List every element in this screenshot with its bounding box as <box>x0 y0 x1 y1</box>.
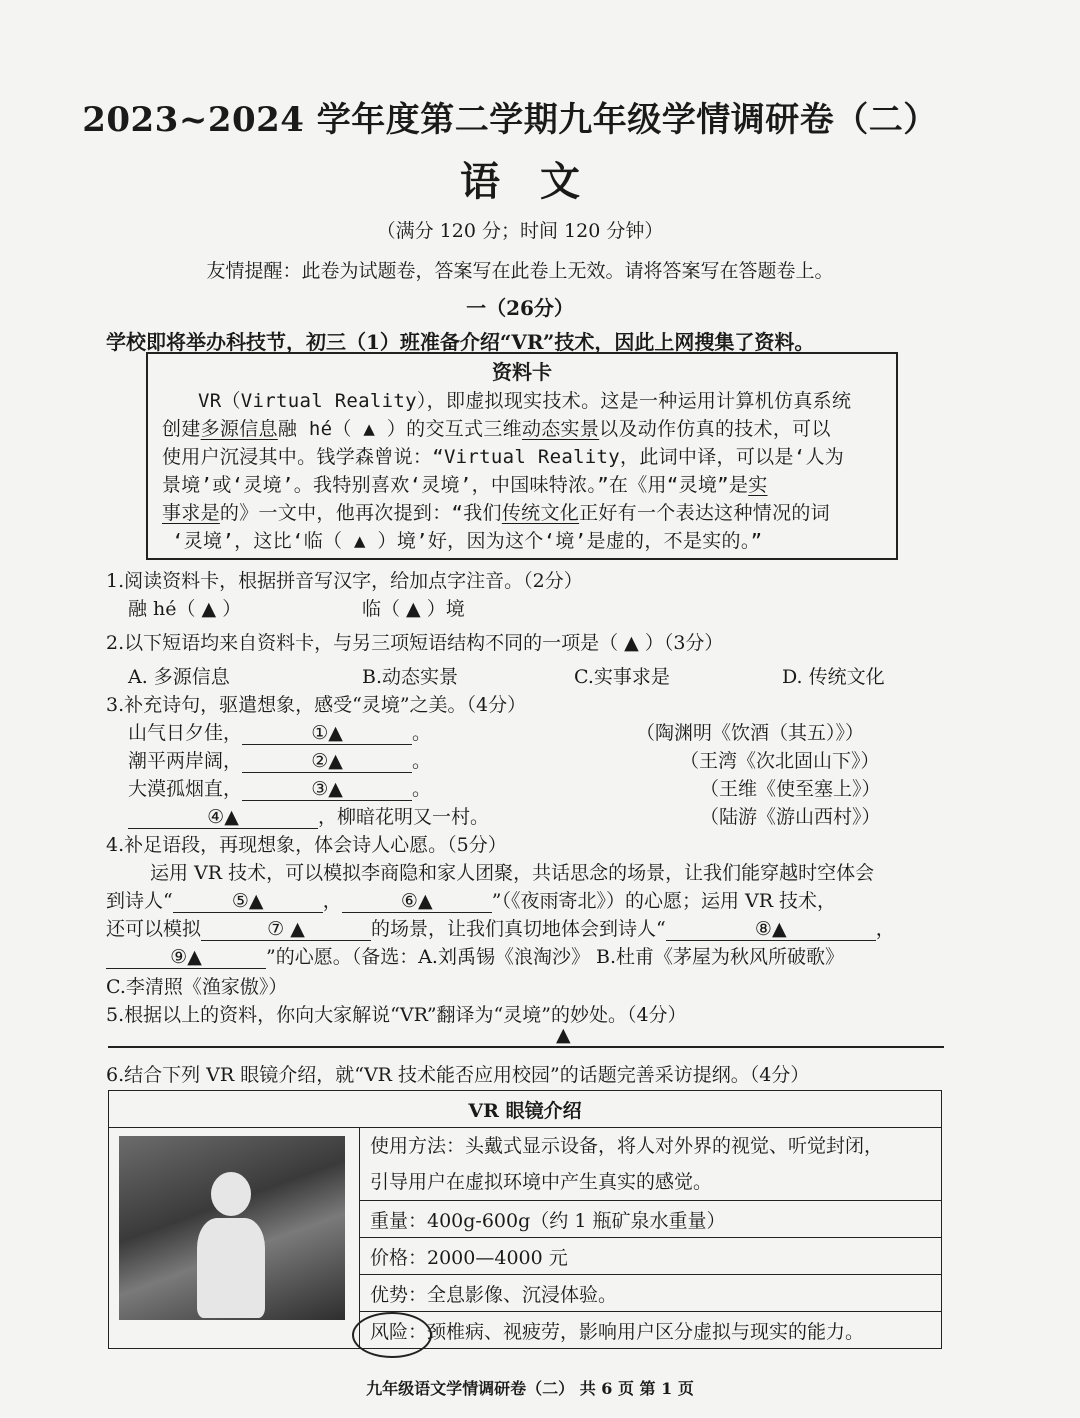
poem-source-2: （王湾《次北固山下》） <box>680 750 880 772</box>
section-intro: 学校即将举办科技节，初三（1）班准备介绍“VR”技术，因此上网搜集了资料。 <box>106 330 815 354</box>
person-head <box>211 1172 251 1216</box>
q4-para-line-3: 还可以模拟 ⑦ ▲ 的场景，让我们真切地体会到诗人“ ⑧▲ ， <box>106 918 895 940</box>
table-title: VR 眼镜介绍 <box>109 1091 942 1128</box>
option-c: C.实事求是 <box>574 666 670 688</box>
q4-para-line-2: 到诗人“ ⑤▲ ， ⑥▲ ”（《夜雨寄北》）的心愿；运用 VR 技术， <box>106 890 837 912</box>
card-line-4: 景境’或‘灵境’。我特别喜欢‘灵境’，中国味特浓。”在《用“灵境”是实 <box>162 474 768 496</box>
option-a: A. 多源信息 <box>128 666 230 688</box>
section-heading: 一（26分） <box>466 296 574 320</box>
q4-para-line-1: 运用 VR 技术，可以模拟李商隐和家人团聚，共话思念的场景，让我们能穿越时空体会 <box>150 862 875 884</box>
card-line-2: 创建多源信息融 hé（ ▲ ）的交互式三维动态实景以及动作仿真的技术，可以 <box>162 418 831 440</box>
poem-source-1: （陶渊明《饮酒（其五）》） <box>636 722 865 744</box>
option-b: B.动态实景 <box>362 666 459 688</box>
reminder: 友情提醒：此卷为试题卷，答案写在此卷上无效。请将答案写在答题卷上。 <box>206 260 834 282</box>
poem-line-4: ④▲ ，柳暗花明又一村。 <box>128 802 489 829</box>
page-footer: 九年级语文学情调研卷（二） 共 6 页 第 1 页 <box>366 1379 694 1398</box>
question-1-b: 临（ ▲ ）境 <box>362 598 465 620</box>
poem-line-3: 大漠孤烟直， ③▲ 。 <box>128 778 432 800</box>
option-d: D. 传统文化 <box>782 666 885 688</box>
card-line-1: VR（Virtual Reality），即虚拟现实技术。这是一种运用计算机仿真系统 <box>198 390 852 412</box>
question-3-stem: 3.补充诗句，驱遣想象，感受“灵境”之美。（4分） <box>106 694 527 716</box>
subject-title: 语文 <box>460 158 620 205</box>
question-4-stem: 4.补足语段，再现想象，体会诗人心愿。（5分） <box>106 834 507 856</box>
handwritten-circle <box>352 1312 432 1358</box>
poem-line-1: 山气日夕佳， ①▲ 。 <box>128 722 432 744</box>
vr-glasses-table <box>108 1090 942 1349</box>
weight-cell: 重量：400g-600g（约 1 瓶矿泉水重量） <box>360 1201 942 1238</box>
q4-para-line-5: C.李清照《渔家傲》） <box>106 976 288 998</box>
resource-card <box>146 352 898 560</box>
price-cell: 价格：2000—4000 元 <box>360 1238 942 1275</box>
answer-line <box>108 1046 944 1048</box>
poem-source-4: （陆游《游山西村》） <box>700 806 881 828</box>
q4-para-line-4: ⑨▲ ”的心愿。（备选：A.刘禹锡《浪淘沙》 B.杜甫《茅屋为秋风所破歌》 <box>106 942 844 969</box>
card-line-5: 事求是的》一文中，他再次提到：“我们传统文化正好有一个表达这种情况的词 <box>162 502 830 524</box>
advantage-cell: 优势：全息影像、沉浸体验。 <box>360 1275 942 1312</box>
exam-title: 2023~2024 学年度第二学期九年级学情调研卷（二） <box>82 100 938 140</box>
score-time: （满分 120 分；时间 120 分钟） <box>376 220 664 242</box>
card-line-3: 使用户沉浸其中。钱学森曾说：“Virtual Reality，此词中译，可以是‘人为 <box>162 446 845 468</box>
question-1-stem: 1.阅读资料卡，根据拼音写汉字，给加点字注音。（2分） <box>106 570 583 592</box>
vr-photo <box>109 1128 360 1349</box>
card-title: 资料卡 <box>492 360 552 384</box>
question-2-stem: 2.以下短语均来自资料卡，与另三项短语结构不同的一项是（ ▲ ）（3分） <box>106 632 724 654</box>
usage-cell: 使用方法：头戴式显示设备，将人对外界的视觉、听觉封闭， 引导用户在虚拟环境中产生真实的感觉。 <box>360 1128 942 1201</box>
card-line-6: ‘灵境’，这比‘临（ ▲ ）境’好，因为这个‘境’是虚的，不是实的。” <box>172 530 763 552</box>
vr-photo-image <box>119 1136 345 1320</box>
answer-mark: ▲ <box>556 1024 571 1046</box>
poem-line-2: 潮平两岸阔， ②▲ 。 <box>128 750 432 772</box>
question-6-stem: 6.结合下列 VR 眼镜介绍，就“VR 技术能否应用校园”的话题完善采访提纲。（4分） <box>106 1064 810 1086</box>
question-5-stem: 5.根据以上的资料，你向大家解说“VR”翻译为“灵境”的妙处。（4分） <box>106 1004 687 1026</box>
risk-cell: 风险：颈椎病、视疲劳，影响用户区分虚拟与现实的能力。 <box>360 1312 942 1349</box>
question-1-a: 融 hé（ ▲ ） <box>128 598 242 620</box>
person-body <box>197 1218 265 1318</box>
poem-source-3: （王维《使至塞上》） <box>700 778 881 800</box>
